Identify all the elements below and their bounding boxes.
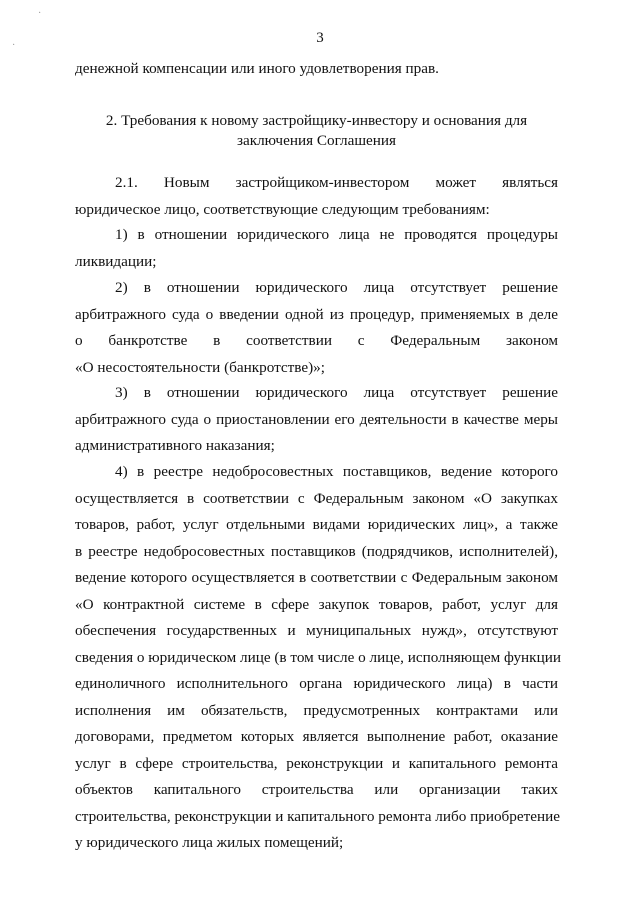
list-item-2 [75,275,558,381]
scan-mark: · [38,8,42,19]
text-line: обеспечения государственных и муниципальных нужд», отсутствуют [75,622,558,639]
page-number: 3 [316,30,324,46]
text-line: 2.1. Новым застройщиком-инвестором может являться [115,174,558,191]
text-line: «О контрактной системе в сфере закупок товаров, работ, услуг для [75,595,558,613]
text-line: 2) в отношении юридического лица отсутствует решение [115,279,558,296]
list-item-4 [75,459,561,857]
text-line: в реестре недобросовестных поставщиков (подрядчиков, исполнителей), [75,542,558,560]
text-line: 1) в отношении юридического лица не проводятся процедуры [115,226,558,243]
text-line: осуществляется в соответствии с Федеральным законом «О закупках [75,489,558,507]
list-item-1 [75,222,558,275]
heading-line-1: 2. Требования к новому застройщику-инвестору и основания для [105,112,528,129]
text-line: административного наказания; [75,437,275,454]
intro-line: денежной компенсации или иного удовлетворения прав. [75,60,439,77]
text-line: 3) в отношении юридического лица отсутствует решение [115,384,558,401]
text-line: объектов капитального строительства или организации таких [75,781,558,798]
paragraph-2-1 [75,170,558,223]
text-line: ведение которого осуществляется в соответствии с Федеральным законом [75,569,558,586]
text-line: юридическое лицо, соответствующие следующим требованиям: [75,200,490,218]
list-item-3 [75,380,558,460]
text-line: ликвидации; [75,252,157,270]
text-line: товаров, работ, услуг отдельными видами юридических лиц», а также [75,516,558,533]
scan-mark: · [12,40,16,51]
text-line: арбитражного суда о приостановлении его деятельности в качестве меры [75,410,558,428]
text-line: строительства, реконструкции и капитального ремонта либо приобретение [75,807,560,825]
text-line: договорами, предметом которых является выполнение работ, оказание [75,728,558,745]
text-line: арбитражного суда о введении одной из процедур, применяемых в деле [75,305,558,323]
text-line: у юридического лица жилых помещений; [75,834,344,851]
text-line: 4) в реестре недобросовестных поставщиков, ведение которого [115,463,558,480]
text-line: единоличного исполнительного органа юридического лица) в части [75,675,558,692]
text-line: о банкротстве в соответствии с Федеральным законом [75,332,558,349]
text-line: сведения о юридическом лице (в том числе о лице, исполняющем функции [75,648,561,666]
text-line: услуг в сфере строительства, реконструкции и капитального ремонта [75,754,558,772]
heading-line-2: заключения Соглашения [236,132,397,149]
text-line: «О несостоятельности (банкротстве)»; [75,358,325,376]
text-line: исполнения им обязательств, предусмотренных контрактами или [75,701,558,719]
section-heading [75,111,558,151]
